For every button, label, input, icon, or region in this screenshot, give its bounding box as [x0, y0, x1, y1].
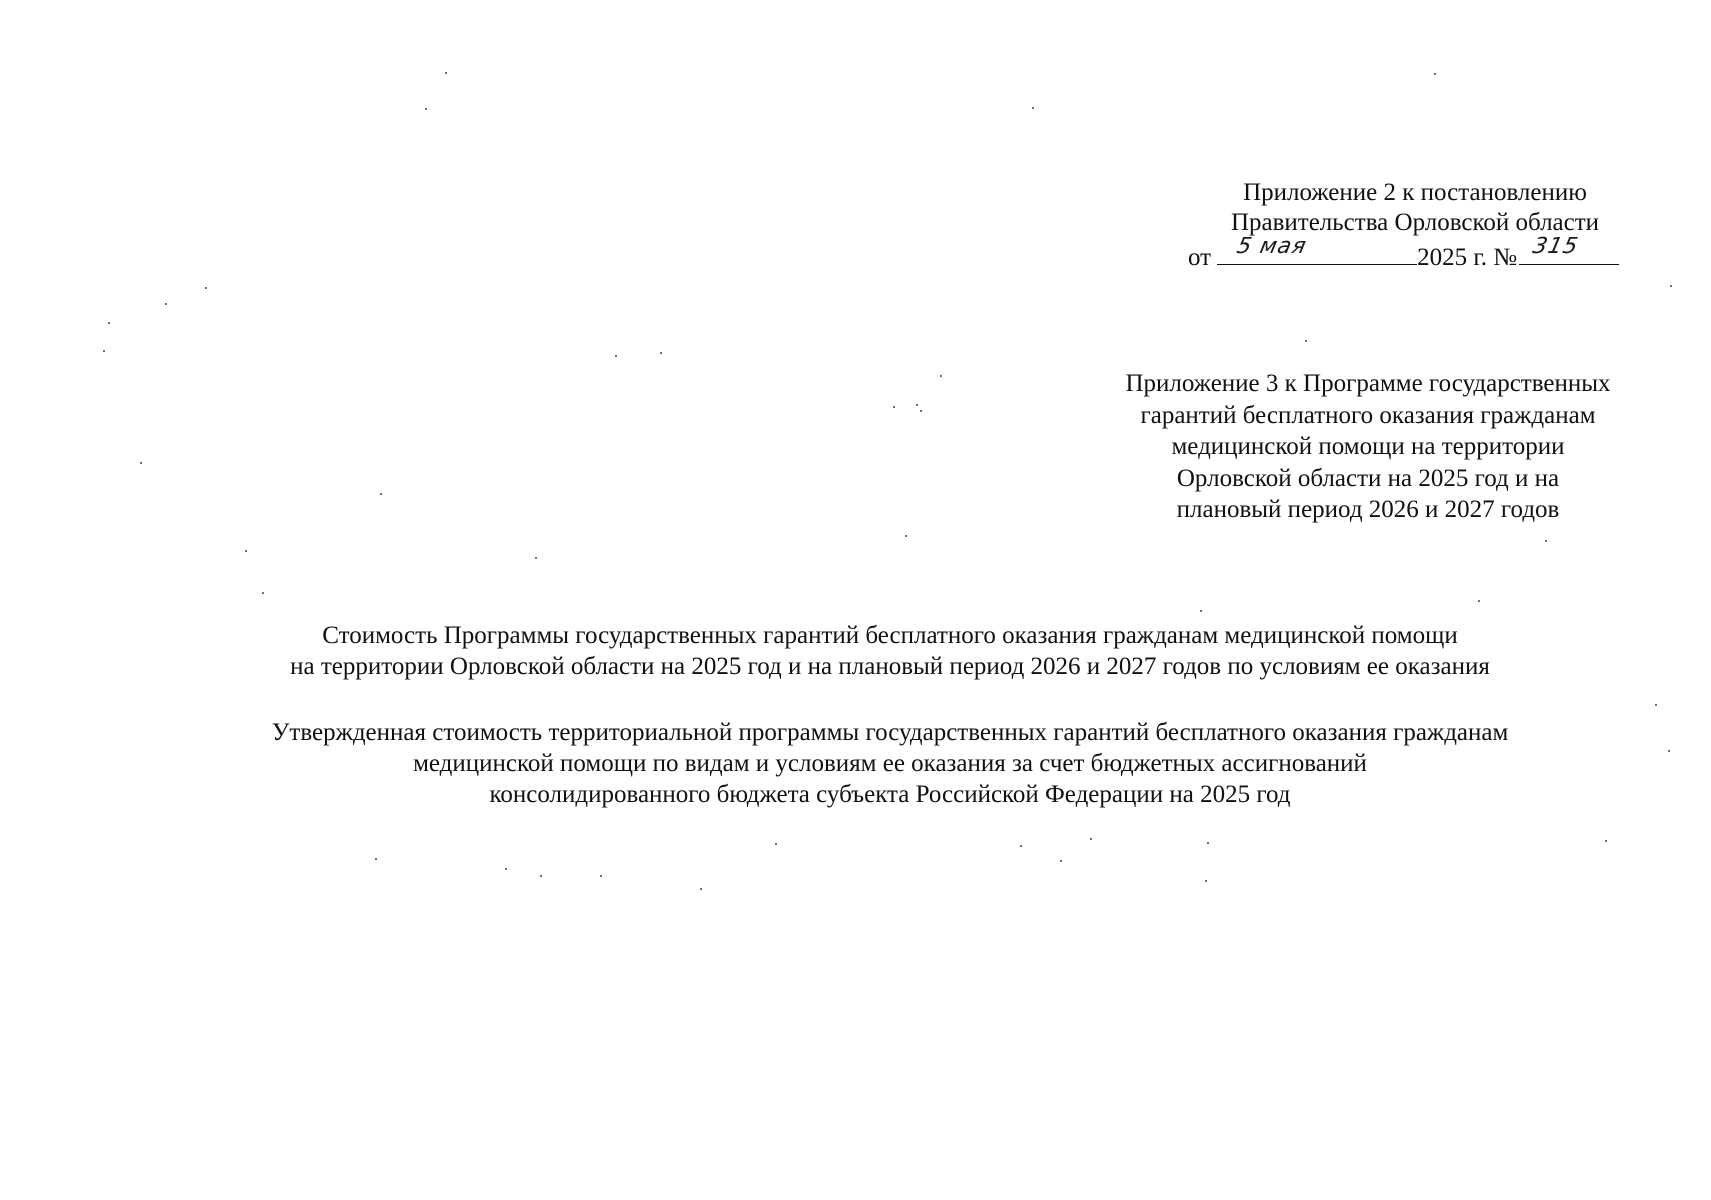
- subtitle-line: медицинской помощи по видам и условиям ее оказания за счет бюджетных ассигнований: [413, 750, 1367, 777]
- document-title: [180, 620, 1600, 682]
- year-number-label: 2025 г. №: [1417, 244, 1518, 271]
- handwritten-date: 5 мая: [1234, 234, 1310, 259]
- appendix-3-line: Приложение 3 к Программе государственных: [1125, 370, 1611, 397]
- handwritten-number: 315: [1530, 234, 1581, 259]
- appendix-3-line: медицинской помощи на территории: [1171, 433, 1565, 460]
- date-prefix: от: [1188, 244, 1212, 271]
- appendix-2-line-1: Приложение 2 к постановлению: [1243, 179, 1587, 206]
- title-line: Стоимость Программы государственных гарантий бесплатного оказания гражданам медицинской помощи: [322, 622, 1458, 649]
- appendix-2-date-line: [1180, 234, 1650, 273]
- appendix-2-line-2: Правительства Орловской области: [1230, 209, 1600, 236]
- document-subtitle: [180, 717, 1600, 810]
- subtitle-line: Утвержденная стоимость территориальной программы государственных гарантий бесплатного оказания гражданам: [271, 719, 1509, 746]
- date-field: [1217, 234, 1417, 265]
- number-field: [1519, 234, 1619, 265]
- appendix-3-header: [1088, 368, 1648, 526]
- appendix-2-header: [1180, 178, 1650, 273]
- appendix-3-line: гарантий бесплатного оказания гражданам: [1140, 401, 1596, 429]
- subtitle-line: консолидированного бюджета субъекта Российской Федерации на 2025 год: [489, 781, 1291, 808]
- appendix-3-line: Орловской области на 2025 год и на: [1176, 464, 1560, 492]
- title-line: на территории Орловской области на 2025 год и на плановый период 2026 и 2027 годов по условиям ее оказания: [290, 653, 1490, 680]
- appendix-3-line: плановый период 2026 и 2027 годов: [1176, 496, 1560, 523]
